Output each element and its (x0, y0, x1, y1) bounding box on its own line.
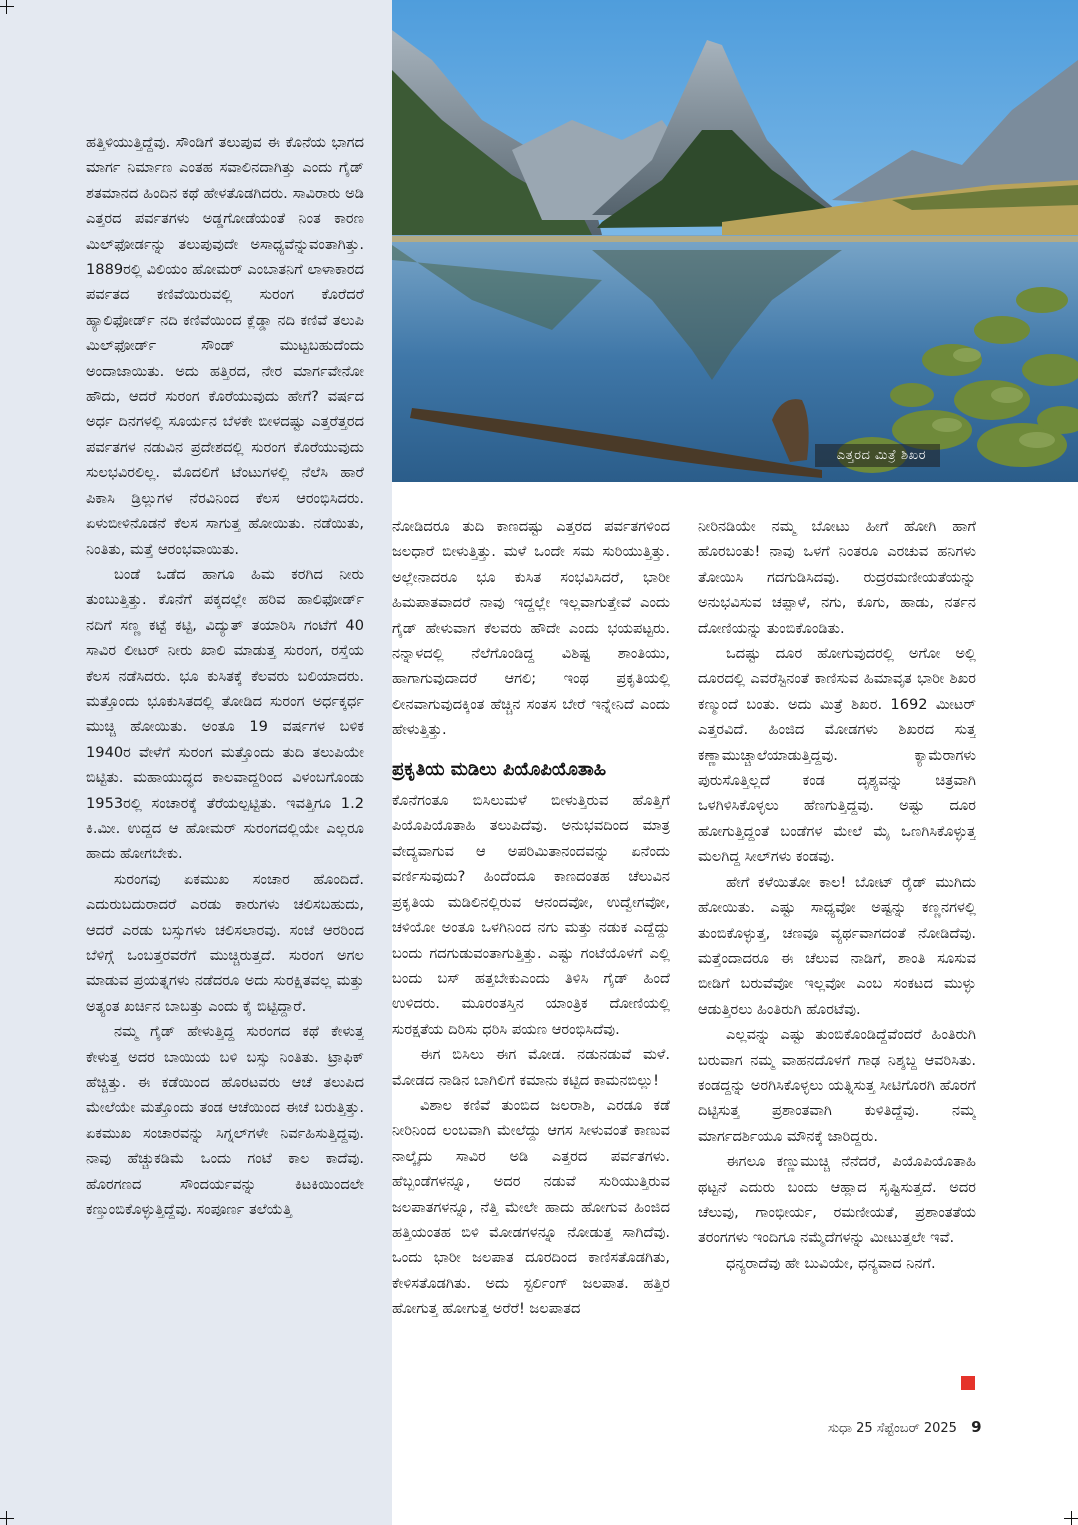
photo-caption: ಎತ್ತರದ ಮಿತ್ರೆ ಶಿಖರ (815, 444, 940, 467)
section-subheading: ಪ್ರಕೃತಿಯ ಮಡಿಲು ಪಿಯೊಪಿಯೊತಾಹಿ (392, 758, 607, 780)
page-footer (828, 1418, 982, 1436)
magazine-issue: ಸುಧಾ 25 ಸೆಪ್ಟೆಂಬರ್ 2025 (828, 1421, 957, 1436)
mitre-peak-photo (392, 0, 1078, 482)
crop-mark (0, 6, 14, 7)
paragraph: ಎಲ್ಲವನ್ನು ಎಷ್ಟು ತುಂಬಿಕೊಂಡಿದ್ದೆವೆಂದರೆ ಹಿಂತಿರುಗಿ ಬರುವಾಗ ನಮ್ಮ ವಾಹನದೊಳಗೆ ಗಾಢ ನಿಶ್ಶಬ್ದ ಆವರಿಸಿತು. ಕಂಡದ್ದನ್ನು ಅರಗಿಸಿಕೊಳ್ಳಲು ಯತ್ನಿಸುತ್ತ ಸೀಟಿಗೊರಗಿ ಹೊರಗೆ ದಿಟ್ಟಿಸುತ್ತ ಪ್ರಶಾಂತವಾಗಿ ಕುಳಿತಿದ್ದೆವು. ನಮ್ಮ ಮಾರ್ಗದರ್ಶಿಯೂ ಮೌನಕ್ಕೆ ಜಾರಿದ್ದರು. (698, 1026, 976, 1145)
paragraph: ಧನ್ಯರಾದೆವು ಹೇ ಬುವಿಯೇ, ಧನ್ಯವಾದ ನಿನಗೆ. (726, 1254, 936, 1272)
article-end-mark (961, 1376, 975, 1390)
paragraph: ವಿಶಾಲ ಕಣಿವೆ ತುಂಬಿದ ಜಲರಾಶಿ, ಎರಡೂ ಕಡೆ ನೀರಿನಿಂದ ಲಂಬವಾಗಿ ಮೇಲೆದ್ದು ಆಗಸ ಸೀಳುವಂತೆ ಕಾಣುವ ನಾಲ್ಕೈದು ಸಾವಿರ ಅಡಿ ಎತ್ತರದ ಪರ್ವತಗಳು. ಹೆಬ್ಬಂಡೆಗಳನ್ನೂ, ಅದರ ನಡುವೆ ಸುರಿಯುತ್ತಿರುವ ಜಲಪಾತಗಳನ್ನೂ, ನೆತ್ತಿ ಮೇಲೇ ಹಾದು ಹೋಗುವ ಹಿಂಜಿದ ಹತ್ತಿಯಂತಹ ಬಿಳಿ ಮೋಡಗಳನ್ನೂ ನೋಡುತ್ತ ಸಾಗಿದೆವು. ಒಂದು ಭಾರೀ ಜಲಪಾತ ದೂರದಿಂದ ಕಾಣಿಸತೊಡಗಿತು, ಕೇಳಿಸತೊಡಗಿತು. ಅದು ಸ್ಟರ್ಲಿಂಗ್ ಜಲಪಾತ. ಹತ್ತಿರ ಹೋಗುತ್ತ ಹೋಗುತ್ತ ಅರೆರೆ! ಜಲಪಾತದ (392, 1096, 670, 1318)
paragraph: ಕೊನೆಗಂತೂ ಬಿಸಿಲುಮಳೆ ಬೀಳುತ್ತಿರುವ ಹೊತ್ತಿಗೆ ಪಿಯೊಪಿಯೊತಾಹಿ ತಲುಪಿದೆವು. ಅನುಭವದಿಂದ ಮಾತ್ರ ವೇದ್ಯವಾಗುವ ಆ ಅಪರಿಮಿತಾನಂದವನ್ನು ಏನೆಂದು ವರ್ಣಿಸುವುದು? ಹಿಂದೆಂದೂ ಕಾಣದಂತಹ ಚೆಲುವಿನ ಪ್ರಕೃತಿಯ ಮಡಿಲಿನಲ್ಲಿರುವ ಆನಂದವೋ, ಉದ್ವೇಗವೋ, ಚಳಿಯೋ ಅಂತೂ ಒಳಗಿನಿಂದ ನಗು ಮತ್ತು ನಡುಕ ಎದ್ದೆದ್ದು ಬಂದು ಗದಗುಡುವಂತಾಗುತ್ತಿತ್ತು. ಎಷ್ಟು ಗಂಟೆಯೊಳಗೆ ಎಲ್ಲಿ ಬಂದು ಬಸ್ ಹತ್ತಬೇಕುಎಂದು ತಿಳಿಸಿ ಗೈಡ್ ಹಿಂದೆ ಉಳಿದರು. ಮೂರಂತಸ್ತಿನ ಯಾಂತ್ರಿಕ ದೋಣಿಯಲ್ಲಿ ಸುರಕ್ಷತೆಯ ದಿರಿಸು ಧರಿಸಿ ಪಯಣ ಆರಂಭಿಸಿದೆವು. (392, 792, 670, 1038)
paragraph: ನೀರಿನಡಿಯೇ ನಮ್ಮ ಬೋಟು ಹೀಗೆ ಹೋಗಿ ಹಾಗೆ ಹೊರಬಂತು! ನಾವು ಒಳಗೆ ನಿಂತರೂ ಎರಚುವ ಹನಿಗಳು ತೋಯಿಸಿ ಗದಗುಡಿಸಿದವು. ರುದ್ರರಮಣೀಯತೆಯನ್ನು ಅನುಭವಿಸುವ ಚಪ್ಪಾಳೆ, ನಗು, ಕೂಗು, ಹಾಡು, ನರ್ತನ ದೋಣಿಯನ್ನು ತುಂಬಿಕೊಂಡಿತು. (698, 518, 976, 637)
paragraph: ನಮ್ಮ ಗೈಡ್ ಹೇಳುತ್ತಿದ್ದ ಸುರಂಗದ ಕಥೆ ಕೇಳುತ್ತ ಕೇಳುತ್ತ ಅದರ ಬಾಯಿಯ ಬಳಿ ಬಸ್ಸು ನಿಂತಿತು. ಟ್ರಾಫಿಕ್ ಹೆಚ್ಚಿತ್ತು. ಈ ಕಡೆಯಿಂದ ಹೊರಟವರು ಆಚೆ ತಲುಪಿದ ಮೇಲೆಯೇ ಮತ್ತೊಂದು ತಂಡ ಆಚೆಯಿಂದ ಈಚೆ ಬರುತ್ತಿತ್ತು. ಏಕಮುಖ ಸಂಚಾರವನ್ನು ಸಿಗ್ನಲ್‌ಗಳೇ ನಿರ್ವಹಿಸುತ್ತಿದ್ದವು. ನಾವು ಹೆಚ್ಚುಕಡಿಮೆ ಒಂದು ಗಂಟೆ ಕಾಲ ಕಾದೆವು. ಹೊರಗಣದ ಸೌಂದರ್ಯವನ್ನು ಕಿಟಕಿಯಿಂದಲೇ ಕಣ್ತುಂಬಿಕೊಳ್ಳುತ್ತಿದ್ದೆವು. ಸಂಪೂರ್ಣ ತಲೆಯೆತ್ತಿ (86, 1023, 364, 1219)
paragraph: ಸುರಂಗವು ಏಕಮುಖ ಸಂಚಾರ ಹೊಂದಿದೆ. ಎದುರುಬದುರಾದರೆ ಎರಡು ಕಾರುಗಳು ಚಲಿಸಬಹುದು, ಆದರೆ ಎರಡು ಬಸ್ಸುಗಳು ಚಲಿಸಲಾರವು. ಸಂಜೆ ಆರರಿಂದ ಬೆಳಿಗ್ಗೆ ಒಂಬತ್ತರವರೆಗೆ ಮುಚ್ಚಿರುತ್ತದೆ. ಸುರಂಗ ಅಗಲ ಮಾಡುವ ಪ್ರಯತ್ನಗಳು ನಡೆದರೂ ಅದು ಸುರಕ್ಷಿತವಲ್ಲ ಮತ್ತು ಅತ್ಯಂತ ಖರ್ಚಿನ ಬಾಬತ್ತು ಎಂದು ಕೈ ಬಿಟ್ಟಿದ್ದಾರೆ. (86, 870, 364, 1015)
crop-mark (6, 0, 7, 14)
crop-mark (0, 1518, 14, 1519)
article-column-2 (392, 514, 670, 1404)
paragraph: ನೋಡಿದರೂ ತುದಿ ಕಾಣದಷ್ಟು ಎತ್ತರದ ಪರ್ವತಗಳಿಂದ ಜಲಧಾರೆ ಬೀಳುತ್ತಿತ್ತು. ಮಳೆ ಒಂದೇ ಸಮ ಸುರಿಯುತ್ತಿತ್ತು. ಅಲ್ಲೇನಾದರೂ ಭೂ ಕುಸಿತ ಸಂಭವಿಸಿದರೆ, ಭಾರೀ ಹಿಮಪಾತವಾದರೆ ನಾವು ಇದ್ದಲ್ಲೇ ಇಲ್ಲವಾಗುತ್ತೇವೆ ಎಂದು ಗೈಡ್ ಹೇಳುವಾಗ ಕೆಲವರು ಹೌದೇ ಎಂದು ಭಯಪಟ್ಟರು. ನನ್ನಾಳದಲ್ಲಿ ನೆಲೆಗೊಂಡಿದ್ದ ವಿಶಿಷ್ಟ ಶಾಂತಿಯು, ಹಾಗಾಗುವುದಾದರೆ ಆಗಲಿ; ಇಂಥ ಪ್ರಕೃತಿಯಲ್ಲಿ ಲೀನವಾಗುವುದಕ್ಕಿಂತ ಹೆಚ್ಚಿನ ಸಂತಸ ಬೇರೆ ಇನ್ನೇನಿದೆ ಎಂದು ಹೇಳುತ್ತಿತ್ತು. (392, 518, 670, 739)
page-number: 9 (971, 1418, 982, 1436)
paragraph: ಬಂಡೆ ಒಡೆದ ಹಾಗೂ ಹಿಮ ಕರಗಿದ ನೀರು ತುಂಬುತ್ತಿತ್ತು. ಕೊನೆಗೆ ಪಕ್ಕದಲ್ಲೇ ಹರಿವ ಹಾಲಿಫೋರ್ಡ್ ನದಿಗೆ ಸಣ್ಣ ಕಟ್ಟೆ ಕಟ್ಟಿ, ವಿದ್ಯುತ್ ತಯಾರಿಸಿ ಗಂಟೆಗೆ 40 ಸಾವಿರ ಲೀಟರ್ ನೀರು ಖಾಲಿ ಮಾಡುತ್ತ ಸುರಂಗ, ರಸ್ತೆಯ ಕೆಲಸ ನಡೆಸಿದರು. ಭೂ ಕುಸಿತಕ್ಕೆ ಕೆಲವರು ಬಲಿಯಾದರು. ಮತ್ತೊಂದು ಭೂಕುಸಿತದಲ್ಲಿ ತೋಡಿದ ಸುರಂಗ ಅರ್ಧಕ್ಕರ್ಧ ಮುಚ್ಚಿ ಹೋಯಿತು. ಅಂತೂ 19 ವರ್ಷಗಳ ಬಳಿಕ 1940ರ ವೇಳೆಗೆ ಸುರಂಗ ಮತ್ತೊಂದು ತುದಿ ತಲುಪಿಯೇ ಬಿಟ್ಟಿತು. ಮಹಾಯುದ್ಧದ ಕಾಲವಾದ್ದರಿಂದ ವಿಳಂಬಗೊಂಡು 1953ರಲ್ಲಿ ಸಂಚಾರಕ್ಕೆ ತೆರೆಯಲ್ಪಟ್ಟಿತು. ಇವತ್ತಿಗೂ 1.2 ಕಿ.ಮೀ. ಉದ್ದದ ಆ ಹೋಮರ್ ಸುರಂಗದಲ್ಲಿಯೇ ಎಲ್ಲರೂ ಹಾದು ಹೋಗಬೇಕು. (86, 565, 364, 863)
crop-mark (1071, 1511, 1072, 1525)
paragraph: ಈಗಲೂ ಕಣ್ಣುಮುಚ್ಚಿ ನೆನೆದರೆ, ಪಿಯೊಪಿಯೊತಾಹಿ ಥಟ್ಟನೆ ಎದುರು ಬಂದು ಆಹ್ಲಾದ ಸೃಷ್ಟಿಸುತ್ತದೆ. ಅದರ ಚೆಲುವು, ಗಾಂಭೀರ್ಯ, ರಮಣೀಯತೆ, ಪ್ರಶಾಂತತೆಯ ತರಂಗಗಳು ಇಂದಿಗೂ ನಮ್ಮೆದೆಗಳನ್ನು ಮೀಟುತ್ತಲೇ ಇವೆ. (698, 1153, 976, 1247)
paragraph: ಒದಷ್ಟು ದೂರ ಹೋಗುವುದರಲ್ಲಿ ಅಗೋ ಅಲ್ಲಿ ದೂರದಲ್ಲಿ ಎವರೆಸ್ಟಿನಂತೆ ಕಾಣಿಸುವ ಹಿಮಾವೃತ ಭಾರೀ ಶಿಖರ ಕಣ್ಮುಂದೆ ಬಂತು. ಅದು ಮಿತ್ರೆ ಶಿಖರ. 1692 ಮೀಟರ್ ಎತ್ತರವಿದೆ. ಹಿಂಜಿದ ಮೋಡಗಳು ಶಿಖರದ ಸುತ್ತ ಕಣ್ಣಾಮುಚ್ಚಾಲೆಯಾಡುತ್ತಿದ್ದವು. ಕ್ಯಾಮೆರಾಗಳು ಪುರುಸೊತ್ತಿಲ್ಲದೆ ಕಂಡ ದೃಶ್ಯವನ್ನು ಚಿತ್ರವಾಗಿ ಒಳಗಿಳಿಸಿಕೊಳ್ಳಲು ಹೆಣಗುತ್ತಿದ್ದವು. ಅಷ್ಟು ದೂರ ಹೋಗುತ್ತಿದ್ದಂತೆ ಬಂಡೆಗಳ ಮೇಲೆ ಮೈ ಒಣಗಿಸಿಕೊಳ್ಳುತ್ತ ಮಲಗಿದ್ದ ಸೀಲ್‌ಗಳು ಕಂಡವು. (698, 645, 976, 866)
paragraph: ಹೇಗೆ ಕಳೆಯಿತೋ ಕಾಲ! ಬೋಟ್ ರೈಡ್ ಮುಗಿದು ಹೋಯಿತು. ಎಷ್ಟು ಸಾಧ್ಯವೋ ಅಷ್ಟನ್ನು ಕಣ್ಣನಗಳಲ್ಲಿ ತುಂಬಿಕೊಳ್ಳುತ್ತ, ಚಣವೂ ವ್ಯರ್ಥವಾಗದಂತೆ ನೋಡಿದೆವು. ಮತ್ತೆಂದಾದರೂ ಈ ಚೆಲುವ ನಾಡಿಗೆ, ಶಾಂತಿ ಸೂಸುವ ಬೀಡಿಗೆ ಬರುವೆವೋ ಇಲ್ಲವೋ ಎಂಬ ಸಂಕಟದ ಮುಳ್ಳು ಆಡುತ್ತಿರಲು ಹಿಂತಿರುಗಿ ಹೊರಟೆವು. (698, 873, 976, 1018)
paragraph: ಹತ್ತಿಳಿಯುತ್ತಿದ್ದೆವು. ಸೌಂಡಿಗೆ ತಲುಪುವ ಈ ಕೊನೆಯ ಭಾಗದ ಮಾರ್ಗ ನಿರ್ಮಾಣ ಎಂತಹ ಸವಾಲಿನದಾಗಿತ್ತು ಎಂದು ಗೈಡ್ ಶತಮಾನದ ಹಿಂದಿನ ಕಥೆ ಹೇಳತೊಡಗಿದರು. ಸಾವಿರಾರು ಅಡಿ ಎತ್ತರದ ಪರ್ವತಗಳು ಅಡ್ಡಗೋಡೆಯಂತೆ ನಿಂತ ಕಾರಣ ಮಿಲ್‌ಫೋರ್ಡನ್ನು ತಲುಪುವುದೇ ಅಸಾಧ್ಯವೆನ್ನುವಂತಾಗಿತ್ತು. 1889ರಲ್ಲಿ ವಿಲಿಯಂ ಹೋಮರ್ ಎಂಬಾತನಿಗೆ ಲಾಳಾಕಾರದ ಪರ್ವತದ ಕಣಿವೆಯಿರುವಲ್ಲಿ ಸುರಂಗ ಕೊರೆದರೆ ಹ್ಯಾಲಿಫೋರ್ಡ್ ನದಿ ಕಣಿವೆಯಿಂದ ಕ್ಲೆಡ್ಡಾ ನದಿ ಕಣಿವೆ ತಲುಪಿ ಮಿಲ್‌ಫೋರ್ಡ್ ಸೌಂಡ್ ಮುಟ್ಟಬಹುದೆಂದು ಅಂದಾಜಾಯಿತು. ಅದು ಹತ್ತಿರದ, ನೇರ ಮಾರ್ಗವೇನೋ ಹೌದು, ಆದರೆ ಸುರಂಗ ಕೊರೆಯುವುದು ಹೇಗೆ? ವರ್ಷದ ಅರ್ಧ ದಿನಗಳಲ್ಲಿ ಸೂರ್ಯನ ಬೆಳಕೇ ಬೀಳದಷ್ಟು ಎತ್ತರೆತ್ತರದ ಪರ್ವತಗಳ ನಡುವಿನ ಪ್ರದೇಶದಲ್ಲಿ ಸುರಂಗ ಕೊರೆಯುವುದು ಸುಲಭವಿರಲಿಲ್ಲ. ಮೊದಲಿಗೆ ಟೆಂಟುಗಳಲ್ಲಿ ನೆಲೆಸಿ ಹಾರೆ ಪಿಕಾಸಿ ಡ್ರಿಲ್ಲುಗಳ ನೆರವಿನಿಂದ ಕೆಲಸ ಆರಂಭಿಸಿದರು. ಏಳುಬೀಳಿನೊಡನೆ ಕೆಲಸ ಸಾಗುತ್ತ ಹೋಯಿತು. ನಡೆಯಿತು, ನಿಂತಿತು, ಮತ್ತೆ ಆರಂಭವಾಯಿತು. (86, 134, 364, 558)
article-column-1 (86, 130, 364, 1400)
crop-mark (6, 1511, 7, 1525)
article-column-3 (698, 514, 976, 1394)
paragraph: ಈಗ ಬಿಸಿಲು ಈಗ ಮೋಡ. ನಡುನಡುವೆ ಮಳೆ. ಮೋಡದ ನಾಡಿನ ಬಾಗಿಲಿಗೆ ಕಮಾನು ಕಟ್ಟಿದ ಕಾಮನಬಿಲ್ಲು! (392, 1046, 670, 1089)
